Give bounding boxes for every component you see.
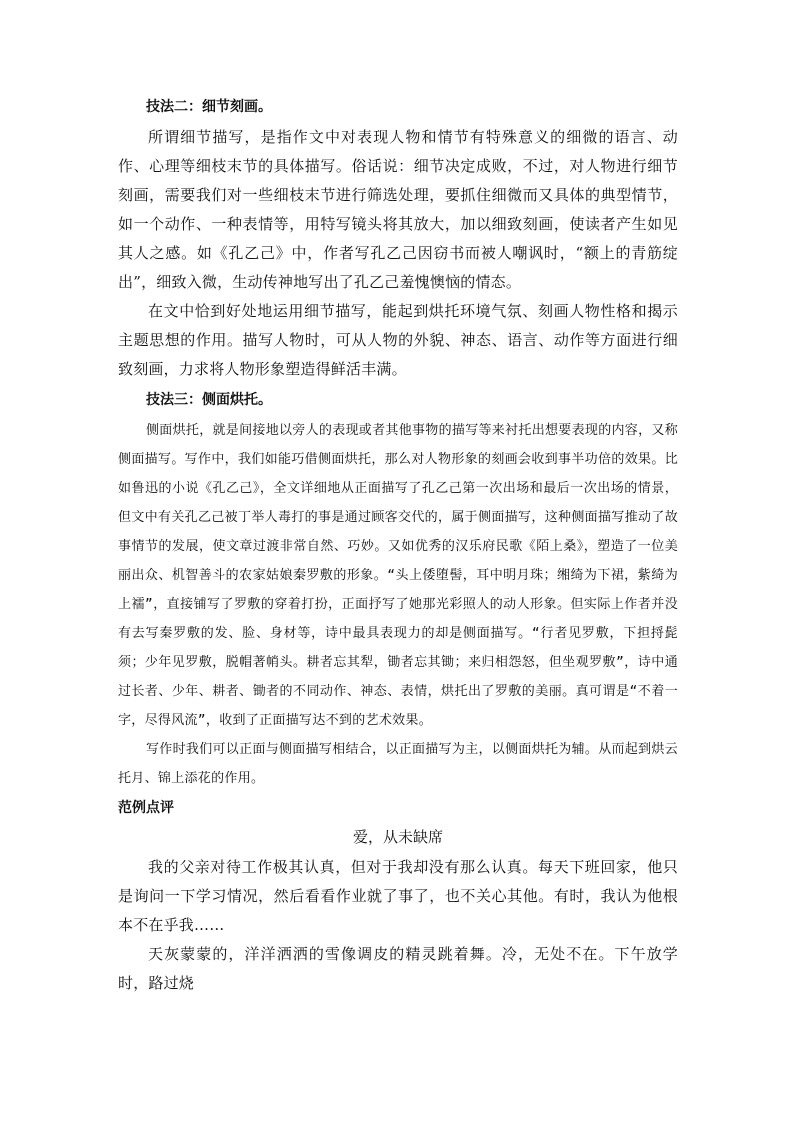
essay-paragraph-2: 天灰蒙蒙的，洋洋洒洒的雪像调皮的精灵跳着舞。冷，无处不在。下午放学时，路过烧 <box>118 945 678 992</box>
page-content <box>118 97 678 998</box>
technique2-heading: 技法二：细节刻画。 <box>146 99 272 115</box>
essay-title: 爱，从未缺席 <box>352 828 443 846</box>
technique3-paragraph-2: 写作时我们可以正面与侧面描写相结合，以正面描写为主，以侧面烘托为辅。从而起到烘云托月、锦上添花的作用。 <box>118 742 679 786</box>
technique2-paragraph-1: 所谓细节描写，是指作文中对表现人物和情节有特殊意义的细微的语言、动作、心理等细枝末节的具体描写。俗话说：细节决定成败，不过，对人物进行细节刻画，需要我们对一些细枝末节进行筛选处理，要抓住细微而又具体的典型情节，如一个动作、一种表情等，用特写镜头将其放大，加以细致刻画，使读者产生如见其人之感。如《孔乙己》中，作者写孔乙己因窃书而被人嘲讽时，“额上的青筋绽出”，细致入微，生动传神地写出了孔乙己羞愧懊恼的情态。 <box>118 128 678 291</box>
example-section-label: 范例点评 <box>118 800 174 816</box>
technique3-heading: 技法三：侧面烘托。 <box>146 392 272 408</box>
technique2-paragraph-2: 在文中恰到好处地运用细节描写，能起到烘托环境气氛、刻画人物性格和揭示主题思想的作用。描写人物时，可从人物的外貌、神态、语言、动作等方面进行细致刻画，力求将人物形象塑造得鲜活丰满。 <box>118 302 678 378</box>
technique3-paragraph-1: 侧面烘托，就是间接地以旁人的表现或者其他事物的描写等来衬托出想要表现的内容，又称侧面描写。写作中，我们如能巧借侧面烘托，那么对人物形象的刻画会收到事半功倍的效果。比如鲁迅的小说《孔乙己》，全文详细地从正面描写了孔乙己第一次出场和最后一次出场的情景，但文中有关孔乙己被丁举人毒打的事是通过顾客交代的，属于侧面描写，这种侧面描写推动了故事情节的发展，使文章过渡非常自然、巧妙。又如优秀的汉乐府民歌《陌上桑》，塑造了一位美丽出众、机智善斗的农家姑娘秦罗敷的形象。“头上倭堕髻，耳中明月珠；缃绮为下裙，紫绮为上襦”，直接铺写了罗敷的穿着打扮，正面抒写了她那光彩照人的动人形象。但实际上作者并没有去写秦罗敷的发、脸、身材等，诗中最具表现力的却是侧面描写。“行者见罗敷，下担捋髭须；少年见罗敷，脱帽著帩头。耕者忘其犁，锄者忘其锄；来归相怨怒，但坐观罗敷”，诗中通过长者、少年、耕者、锄者的不同动作、神态、表情，烘托出了罗敷的美丽。真可谓是“不着一字，尽得风流”，收到了正面描写达不到的艺术效果。 <box>118 423 679 728</box>
essay-paragraph-1: 我的父亲对待工作极其认真，但对于我却没有那么认真。每天下班回家，他只是询问一下学习情况，然后看看作业就了事了，也不关心其他。有时，我认为他根本不在乎我…… <box>118 858 678 934</box>
